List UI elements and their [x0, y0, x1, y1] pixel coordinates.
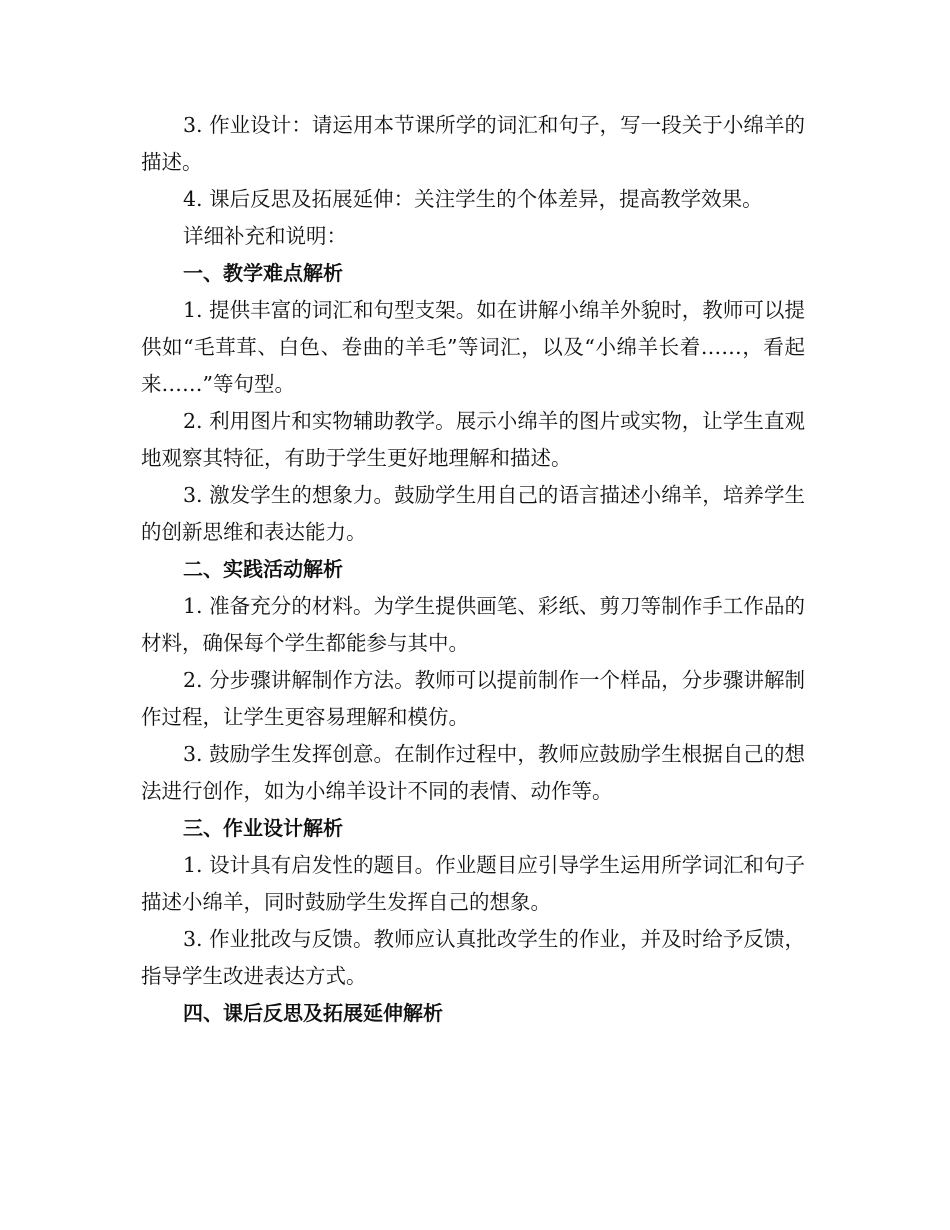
homework-point-3: 3. 作业批改与反馈。教师应认真批改学生的作业，并及时给予反馈，指导学生改进表达方式。: [141, 927, 805, 988]
homework-design-item: 3. 作业设计：请运用本节课所学的词汇和句子，写一段关于小绵羊的描述。: [141, 113, 805, 174]
section-heading-practice-activity: 二、实践活动解析: [183, 557, 343, 581]
difficulty-point-1: 1. 提供丰富的词汇和句型支架。如在讲解小绵羊外貌时，教师可以提供如“毛茸茸、白色、卷曲的羊毛”等词汇，以及“小绵羊长着……，看起来……”等句型。: [141, 298, 805, 396]
section-heading-homework-design: 三、作业设计解析: [183, 816, 343, 840]
document-page: [141, 107, 805, 1032]
practice-point-3: 3. 鼓励学生发挥创意。在制作过程中，教师应鼓励学生根据自己的想法进行创作，如为小绵羊设计不同的表情、动作等。: [141, 742, 805, 803]
supplement-intro: 详细补充和说明：: [183, 224, 347, 248]
section-heading-reflection-extension: 四、课后反思及拓展延伸解析: [183, 1001, 443, 1025]
difficulty-point-2: 2. 利用图片和实物辅助教学。展示小绵羊的图片或实物，让学生直观地观察其特征，有助于学生更好地理解和描述。: [141, 409, 805, 470]
difficulty-point-3: 3. 激发学生的想象力。鼓励学生用自己的语言描述小绵羊，培养学生的创新思维和表达能力。: [141, 483, 805, 544]
practice-point-2: 2. 分步骤讲解制作方法。教师可以提前制作一个样品，分步骤讲解制作过程，让学生更容易理解和模仿。: [141, 668, 805, 729]
section-heading-teaching-difficulty: 一、教学难点解析: [183, 261, 343, 285]
practice-point-1: 1. 准备充分的材料。为学生提供画笔、彩纸、剪刀等制作手工作品的材料，确保每个学生都能参与其中。: [141, 594, 805, 655]
homework-point-1: 1. 设计具有启发性的题目。作业题目应引导学生运用所学词汇和句子描述小绵羊，同时鼓励学生发挥自己的想象。: [141, 853, 805, 914]
reflection-item: 4. 课后反思及拓展延伸：关注学生的个体差异，提高教学效果。: [183, 187, 763, 211]
